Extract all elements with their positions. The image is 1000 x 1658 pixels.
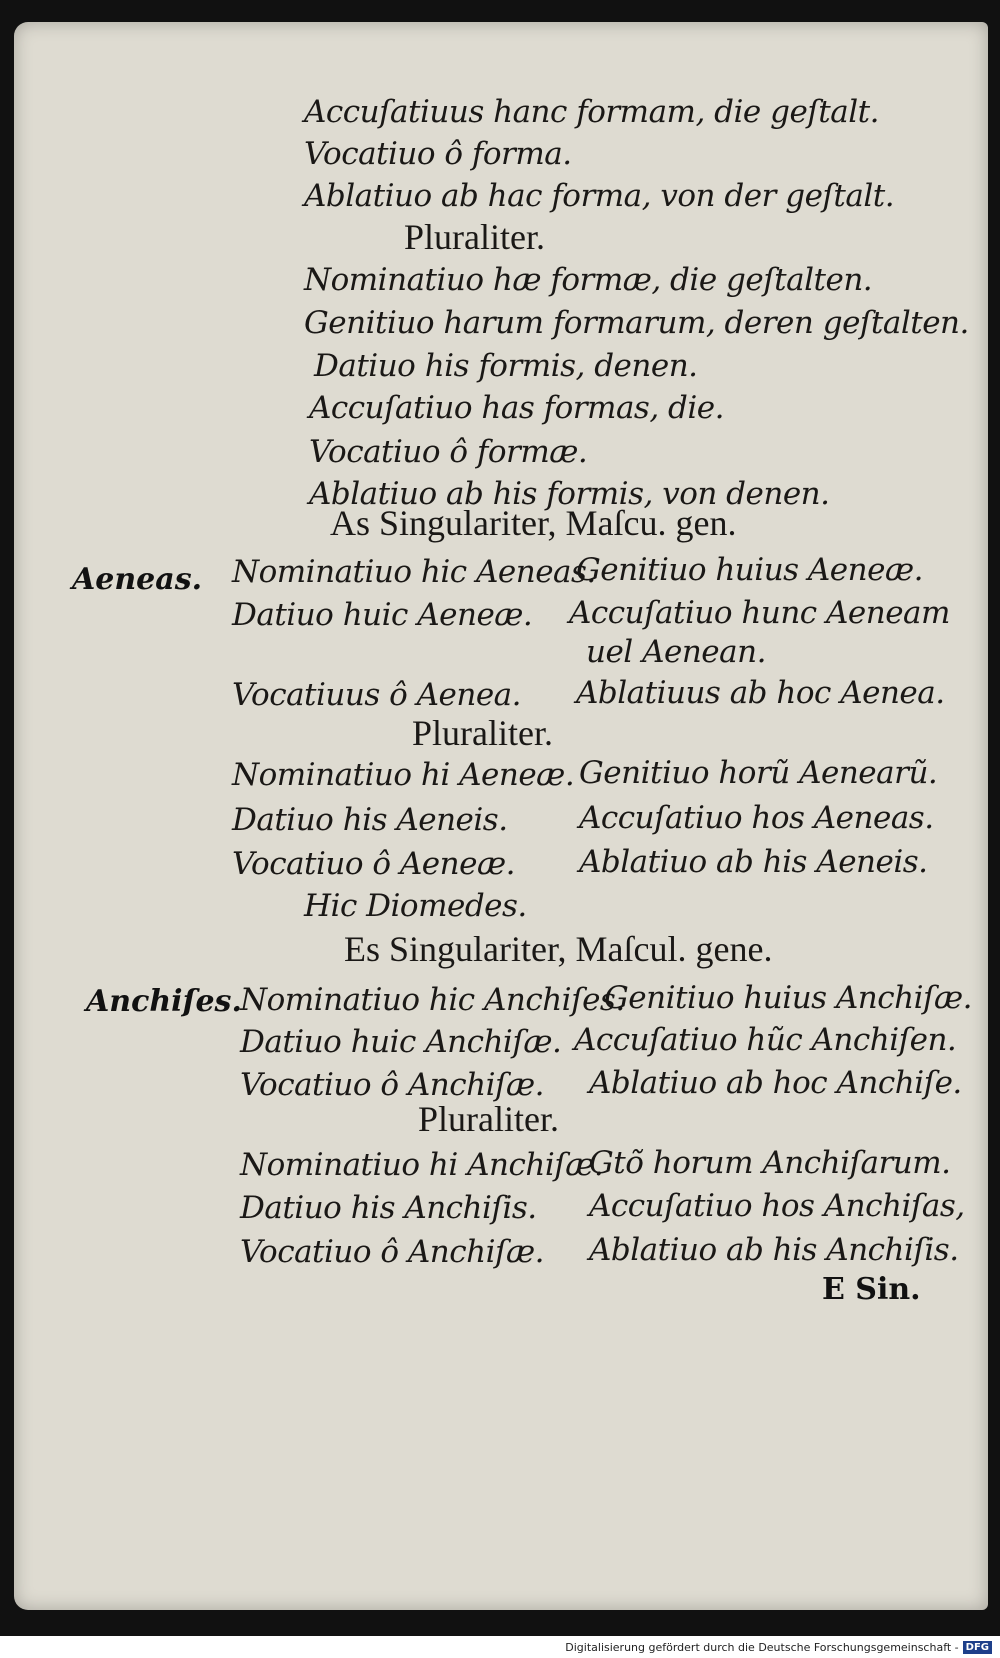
text-line: Accuſatiuo hos Anchiſas, [589,1188,965,1224]
text-line: Ablatiuo ab his formis, von denen. [309,476,830,512]
dfg-logo: DFG [963,1641,992,1654]
text-line: Nominatiuo hi Anchiſæ. [240,1147,604,1183]
text-line: Ablatiuo ab hoc Anchiſe. [589,1065,962,1101]
text-line: Accuſatiuo has formas, die. [309,390,725,426]
text-line: Vocatiuus ô Aenea. [232,677,522,713]
catchword: E Sin. [822,1272,921,1307]
text-line: uel Aenean. [586,634,766,670]
text-line: Gtõ horum Anchiſarum. [589,1145,951,1181]
digitization-footer [0,1636,1000,1658]
section-heading: Es Singulariter, Maſcul. gene. [344,929,773,969]
text-line: Ablatiuo ab his Anchiſis. [589,1232,959,1268]
text-line: Accuſatiuo hos Aeneas. [579,800,934,836]
text-line: Datiuo his Anchiſis. [240,1190,537,1226]
text-line: Accuſatiuo hunc Aeneam [569,595,950,631]
text-line: Vocatiuo ô Anchiſæ. [240,1234,544,1270]
text-line: Ablatiuus ab hoc Aenea. [576,675,945,711]
text-line: Ablatiuo ab hac forma, von der geſtalt. [304,178,895,214]
text-line: Accuſatiuus hanc formam, die geſtalt. [304,94,879,130]
text-line: Genitiuo huius Aeneæ. [576,552,923,588]
text-line: Ablatiuo ab his Aeneis. [579,844,928,880]
text-line: Nominatiuo hic Aeneas. [232,554,596,590]
footer-text: Digitalisierung gefördert durch die Deutsche Forschungsgemeinschaft - [565,1640,959,1654]
text-line: Genitiuo harum formarum, deren geſtalten. [304,305,969,341]
section-heading: Pluraliter. [412,713,553,753]
text-line: Hic Diomedes. [304,888,527,924]
text-line: Vocatiuo ô Aeneæ. [232,846,515,882]
section-heading: Pluraliter. [404,217,545,257]
book-page [14,22,988,1610]
text-line: Vocatiuo ô formæ. [309,434,588,470]
text-line: Datiuo huic Aeneæ. [232,597,533,633]
text-line: Genitiuo horũ Aenearũ. [579,755,938,791]
text-line: Vocatiuo ô forma. [304,136,572,172]
text-line: Datiuo his formis, denen. [314,348,698,384]
text-line: Nominatiuo hæ formæ, die geſtalten. [304,262,873,298]
text-line: Datiuo huic Anchiſæ. [240,1024,562,1060]
section-heading: As Singulariter, Maſcu. gen. [330,503,737,543]
text-line: Accuſatiuo hũc Anchiſen. [574,1022,957,1058]
margin-note: Aeneas. [72,562,203,597]
text-line: Datiuo his Aeneis. [232,802,508,838]
text-line: Nominatiuo hi Aeneæ. [232,757,575,793]
margin-note: Anchiſes. [86,984,242,1019]
section-heading: Pluraliter. [418,1099,559,1139]
text-line: Vocatiuo ô Anchiſæ. [240,1067,544,1103]
text-line: Genitiuo huius Anchiſæ. [604,980,972,1016]
text-line: Nominatiuo hic Anchiſes. [240,982,625,1018]
